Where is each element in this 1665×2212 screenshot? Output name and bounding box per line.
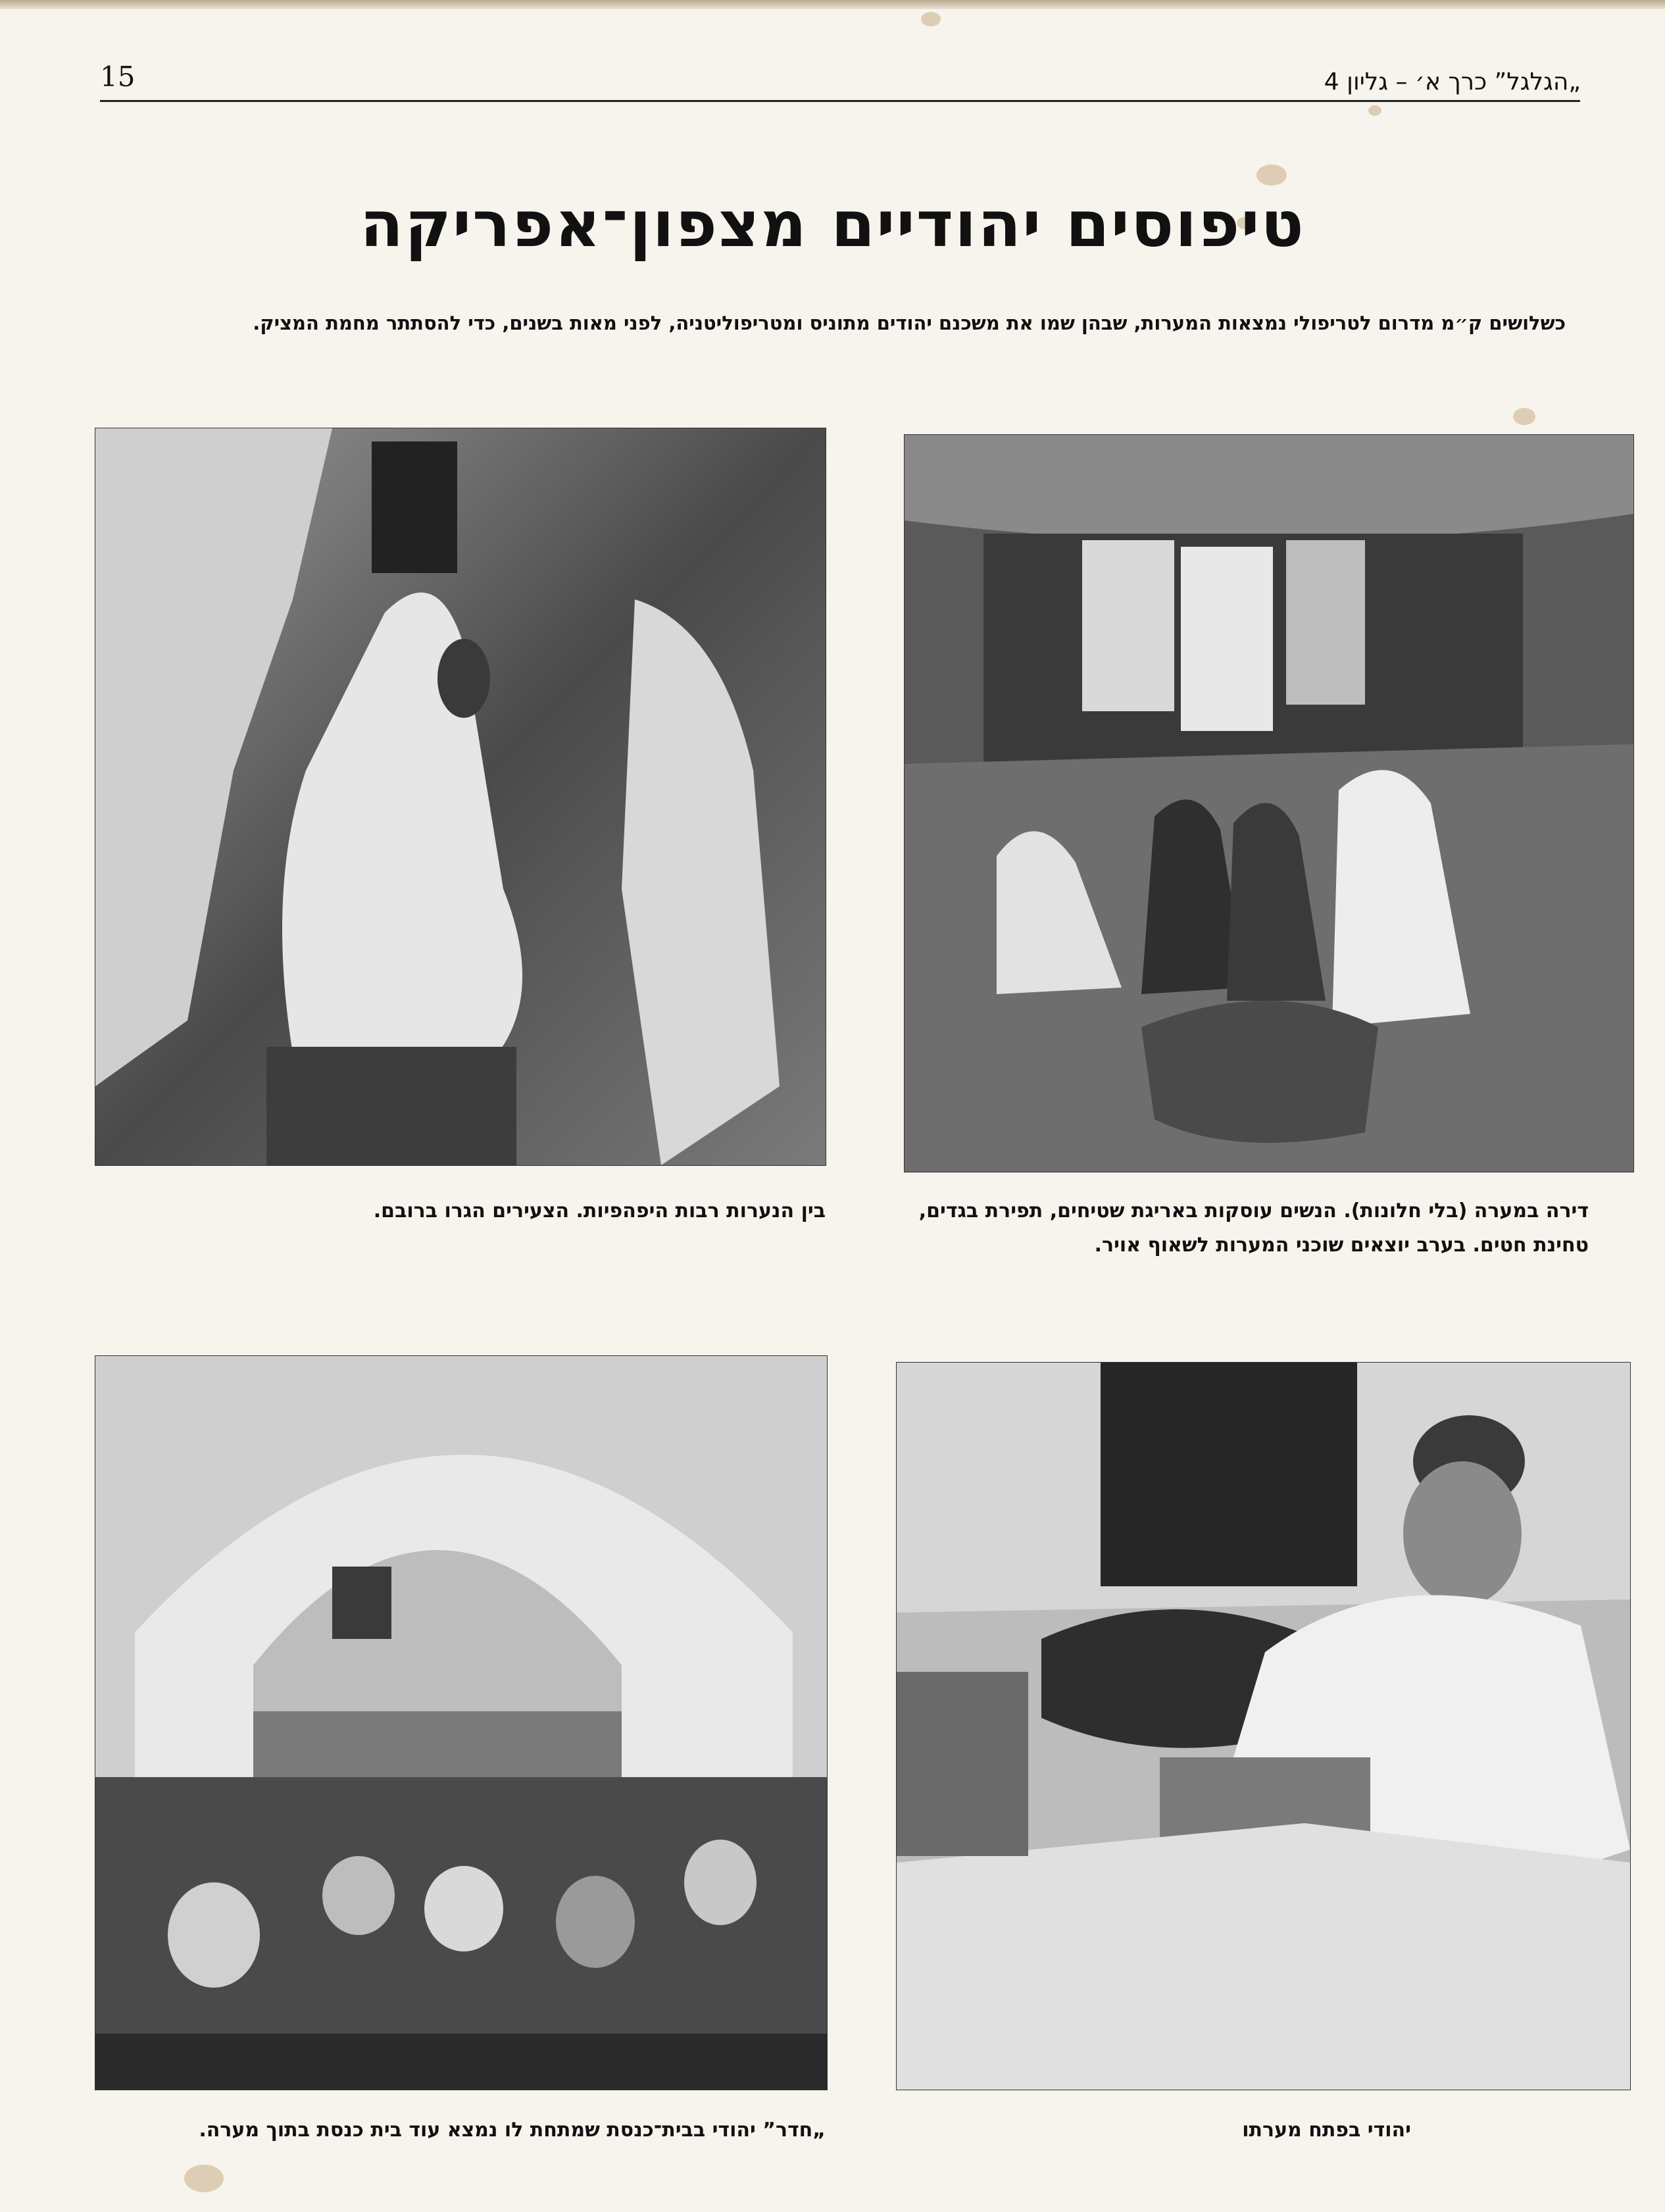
header-rule	[100, 100, 1580, 102]
paper-stain	[921, 12, 941, 26]
photo-caption: יהודי בפתח מערתו	[1242, 2119, 1411, 2142]
page-number: 15	[100, 61, 136, 93]
paper-stain	[184, 2165, 224, 2192]
paper-stain	[1513, 408, 1535, 425]
photo-synagogue-school	[95, 1355, 828, 2090]
photo-man-sewing	[896, 1362, 1631, 2090]
photo-caption	[914, 1194, 1589, 1263]
photo-girl-in-cave	[95, 428, 826, 1166]
article-intro: כשלושים ק״מ מדרום לטריפולי נמצאות המערות, שבהן שמו את משכנם יהודים מתוניס ומטריפוליטניה, לפני מאות בשנים, כדי להסתתר מחמת המציק.	[253, 312, 1566, 334]
photo-caption: „חדר” יהודי בבית־כנסת שמתחת לו נמצא עוד בית כנסת בתוך מערה.	[199, 2119, 826, 2142]
paper-stain	[1256, 164, 1287, 186]
photo-caption-line: דירה במערה (בלי חלונות). הנשים עוסקות באריגת שטיחים, תפירת בגדים,	[918, 1199, 1589, 1222]
photo-caption-line: טחינת חטים. בערב יוצאים שוכני המערות לשאוף אויר.	[1094, 1234, 1589, 1257]
paper-stain	[1368, 105, 1381, 116]
photo-caption: בין הנערות רבות היפהפיות. הצעירים הגרו ברובם.	[373, 1199, 826, 1222]
article-title: טיפוסים יהודיים מצפון־אפריקה	[360, 188, 1305, 261]
paper-edge	[0, 0, 1665, 9]
running-head: „הגלגל” כרך א׳ – גליון 4	[1324, 68, 1581, 95]
photo-cave-dwelling	[904, 434, 1634, 1172]
